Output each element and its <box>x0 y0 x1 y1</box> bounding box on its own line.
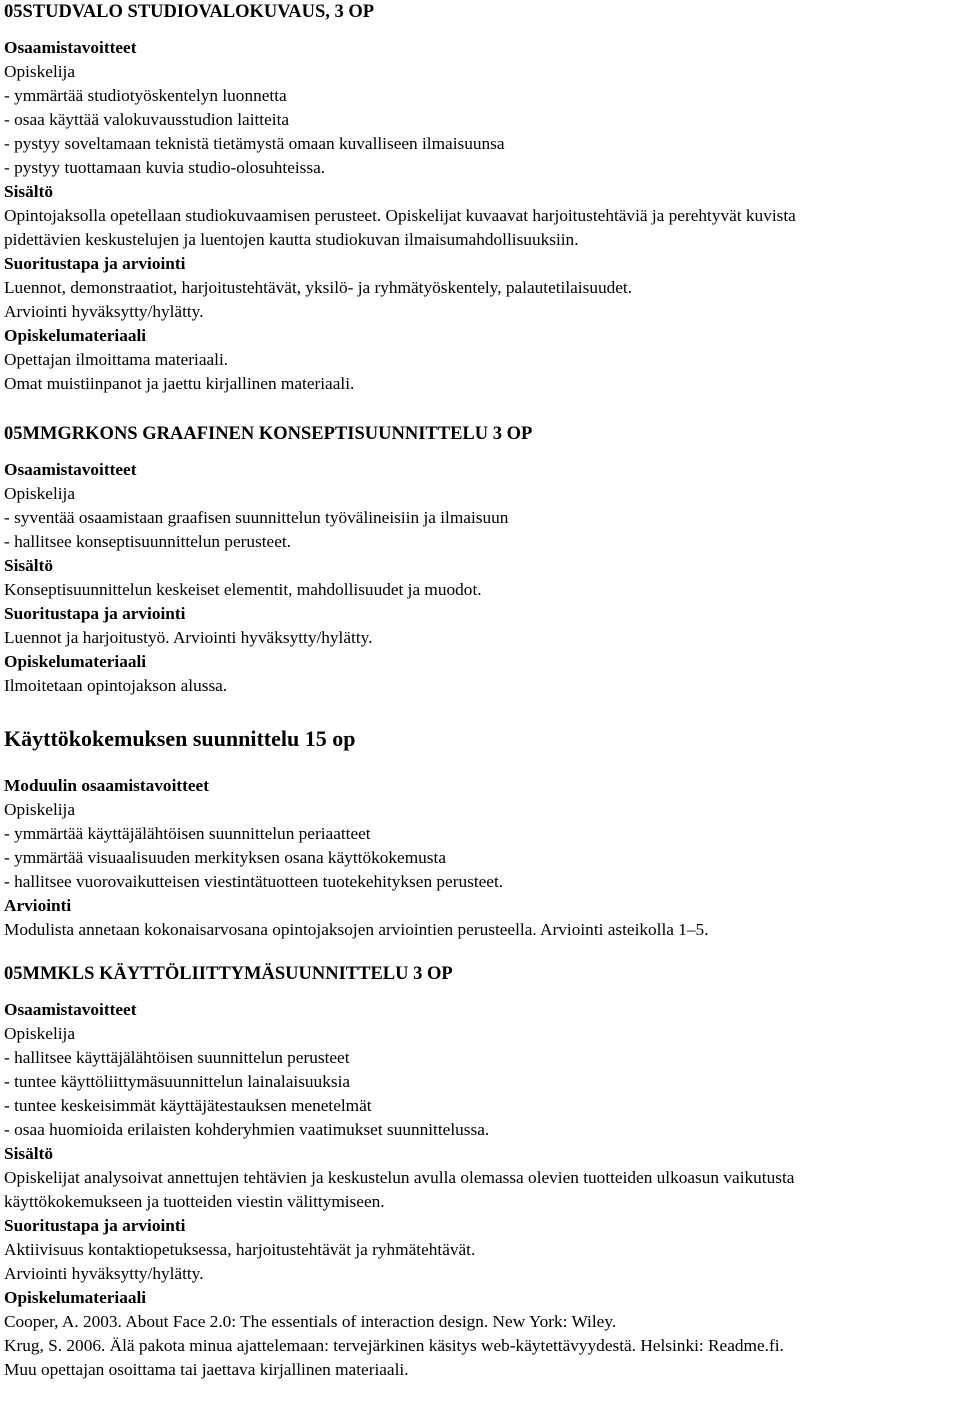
section-heading-goals: Moduulin osaamistavoitteet <box>4 776 209 795</box>
list-item: - osaa käyttää valokuvausstudion laitteita <box>4 110 290 129</box>
paragraph-line: Omat muistiinpanot ja jaettu kirjallinen materiaali. <box>4 374 355 393</box>
paragraph-line: Opettajan ilmoittama materiaali. <box>4 350 229 369</box>
list-item: - hallitsee vuorovaikutteisen viestintätuotteen tuotekehityksen perusteet. <box>4 872 504 891</box>
student-label: Opiskelija <box>4 62 76 81</box>
course-title: 05MMKLS KÄYTTÖLIITTYMÄSUUNNITTELU 3 OP <box>4 964 453 984</box>
paragraph-line: Opiskelijat analysoivat annettujen tehtävien ja keskustelun avulla olemassa olevien tuotteiden ulkoasun vaikutusta <box>4 1168 795 1187</box>
reference-line: Krug, S. 2006. Älä pakota minua ajattelemaan: tervejärkinen käsitys web-käytettävyydestä. Helsinki: Readme.fi. <box>4 1336 784 1355</box>
paragraph-line: Aktiivisuus kontaktiopetuksessa, harjoitustehtävät ja ryhmätehtävät. <box>4 1240 476 1259</box>
list-item: - tuntee käyttöliittymäsuunnittelun lainalaisuuksia <box>4 1072 351 1091</box>
reference-line: Cooper, A. 2003. About Face 2.0: The essentials of interaction design. New York: Wiley. <box>4 1312 617 1331</box>
section-heading-goals: Osaamistavoitteet <box>4 460 137 479</box>
paragraph-line: Arviointi hyväksytty/hylätty. <box>4 302 204 321</box>
document-page <box>4 0 956 1382</box>
list-item: - osaa huomioida erilaisten kohderyhmien vaatimukset suunnittelussa. <box>4 1120 490 1139</box>
section-heading-content: Sisältö <box>4 556 53 575</box>
list-item: - pystyy soveltamaan teknistä tietämystä omaan kuvalliseen ilmaisuunsa <box>4 134 505 153</box>
section-heading-method: Suoritustapa ja arviointi <box>4 604 186 623</box>
section-heading-method: Suoritustapa ja arviointi <box>4 254 186 273</box>
section-heading-method: Suoritustapa ja arviointi <box>4 1216 186 1235</box>
reference-line: Muu opettajan osoittama tai jaettava kirjallinen materiaali. <box>4 1360 409 1379</box>
student-label: Opiskelija <box>4 800 76 819</box>
paragraph-line: käyttökokemukseen ja tuotteiden viestin välittymiseen. <box>4 1192 385 1211</box>
paragraph-line: Luennot, demonstraatiot, harjoitustehtävät, yksilö- ja ryhmätyöskentely, palautetilaisuudet. <box>4 278 633 297</box>
paragraph-line: Arviointi hyväksytty/hylätty. <box>4 1264 204 1283</box>
list-item: - tuntee keskeisimmät käyttäjätestauksen menetelmät <box>4 1096 372 1115</box>
paragraph-line: Konseptisuunnittelun keskeiset elementit, mahdollisuudet ja muodot. <box>4 580 482 599</box>
section-heading-material: Opiskelumateriaali <box>4 1288 147 1307</box>
student-label: Opiskelija <box>4 484 76 503</box>
course-title: 05STUDVALO STUDIOVALOKUVAUS, 3 OP <box>4 2 375 22</box>
paragraph-line: Modulista annetaan kokonaisarvosana opintojaksojen arviointien perusteella. Arviointi asteikolla 1–5. <box>4 920 709 939</box>
list-item: - ymmärtää studiotyöskentelyn luonnetta <box>4 86 287 105</box>
paragraph-line: Luennot ja harjoitustyö. Arviointi hyväksytty/hylätty. <box>4 628 373 647</box>
list-item: - syventää osaamistaan graafisen suunnittelun työvälineisiin ja ilmaisuun <box>4 508 509 527</box>
list-item: - hallitsee käyttäjälähtöisen suunnittelun perusteet <box>4 1048 350 1067</box>
list-item: - hallitsee konseptisuunnittelun perusteet. <box>4 532 291 551</box>
section-heading-content: Sisältö <box>4 182 53 201</box>
course-title: 05MMGRKONS GRAAFINEN KONSEPTISUUNNITTELU 3 OP <box>4 424 533 444</box>
paragraph-line: Opintojaksolla opetellaan studiokuvaamisen perusteet. Opiskelijat kuvaavat harjoitustehtäviä ja perehtyvät kuvista <box>4 206 796 225</box>
student-label: Opiskelija <box>4 1024 76 1043</box>
list-item: - pystyy tuottamaan kuvia studio-olosuhteissa. <box>4 158 326 177</box>
list-item: - ymmärtää käyttäjälähtöisen suunnittelun periaatteet <box>4 824 371 843</box>
section-heading-content: Sisältö <box>4 1144 53 1163</box>
paragraph-line: Ilmoitetaan opintojakson alussa. <box>4 676 228 695</box>
section-heading-eval: Arviointi <box>4 896 72 915</box>
section-heading-goals: Osaamistavoitteet <box>4 38 137 57</box>
paragraph-line: pidettävien keskustelujen ja luentojen kautta studiokuvan ilmaisumahdollisuuksiin. <box>4 230 579 249</box>
module-title: Käyttökokemuksen suunnittelu 15 op <box>4 726 356 751</box>
section-heading-material: Opiskelumateriaali <box>4 652 147 671</box>
section-heading-goals: Osaamistavoitteet <box>4 1000 137 1019</box>
section-heading-material: Opiskelumateriaali <box>4 326 147 345</box>
list-item: - ymmärtää visuaalisuuden merkityksen osana käyttökokemusta <box>4 848 446 867</box>
